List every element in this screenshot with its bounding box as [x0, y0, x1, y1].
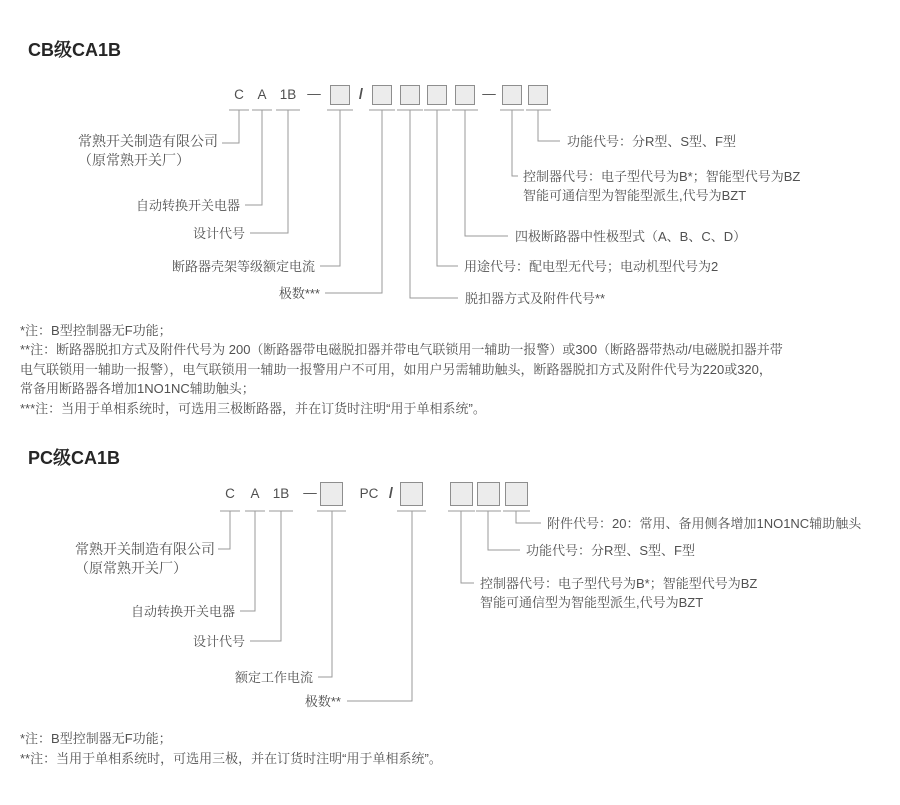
pc-manufacturer-line2: （原常熟开关厂） [75, 560, 187, 576]
cb-code-char-c: C [234, 87, 244, 102]
pc-code-char-c: C [225, 486, 235, 501]
pc-manufacturer-line1: 常熟开关制造有限公司 [75, 541, 215, 557]
cb-label-device-type: 自动转换开关电器 [135, 198, 240, 213]
pc-code-char-a: A [250, 486, 260, 501]
cb-label-usage-code: 用途代号：配电型无代号；电动机型代号为2 [464, 259, 719, 274]
cb-label-function-code: 功能代号：分R型、S型、F型 [567, 134, 737, 149]
cb-label-poles: 极数*** [278, 286, 320, 301]
cb-label-frame-current: 断路器壳架等级额定电流 [171, 259, 315, 274]
pc-code-slash: / [388, 485, 394, 502]
cb-note-line: **注：断路器脱扣方式及附件代号为 200（断路器带电磁脱扣器并带电气联锁用一辅助一报警）或300（断路器带热动/电磁脱扣器并带 [20, 342, 783, 358]
cb-label-neutral-pole: 四极断路器中性极型式（A、B、C、D） [515, 229, 747, 244]
pc-notes [20, 729, 442, 769]
cb-manufacturer-line1: 常熟开关制造有限公司 [78, 133, 218, 149]
cb-note-line: ***注：当用于单相系统时，可选用三极断路器，并在订货时注明“用于单相系统”。 [20, 400, 486, 416]
cb-code-dash-1: — [307, 86, 321, 101]
pc-code-label-pc: PC [359, 486, 379, 501]
pc-label-manufacturer [75, 540, 215, 578]
pc-note-line: *注：B型控制器无F功能； [20, 731, 172, 746]
cb-section-title: CB级CA1B [28, 40, 122, 60]
cb-label-manufacturer [78, 132, 218, 170]
pc-code-box-poles [400, 482, 423, 506]
pc-label-accessory-code: 附件代号：20：常用、备用侧各增加1NO1NC辅助触头 [547, 516, 862, 531]
cb-controller-line1: 控制器代号：电子型代号为B*；智能型代号为BZ [523, 169, 801, 184]
cb-code-box-frame-current [330, 85, 350, 105]
cb-controller-line2: 智能可通信型为智能型派生,代号为BZT [523, 188, 747, 203]
pc-label-rated-current: 额定工作电流 [234, 670, 313, 685]
pc-controller-line2: 智能可通信型为智能型派生,代号为BZT [480, 595, 704, 610]
cb-notes [20, 321, 783, 418]
cb-note-line: 常备用断路器各增加1NO1NC辅助触头； [20, 381, 255, 397]
pc-label-poles: 极数** [304, 694, 341, 709]
pc-label-controller-code [480, 574, 757, 612]
cb-code-box-release [400, 85, 420, 105]
pc-label-device-type: 自动转换开关电器 [130, 604, 235, 619]
pc-code-dash: — [303, 485, 317, 500]
cb-note-line: *注：B型控制器无F功能； [20, 323, 172, 338]
pc-code-box-rated-current [320, 482, 343, 506]
cb-code-box-neutral-pole [455, 85, 475, 105]
cb-code-char-1b: 1B [279, 87, 297, 102]
pc-label-design-code: 设计代号 [192, 634, 245, 649]
cb-label-release-code: 脱扣器方式及附件代号** [465, 291, 606, 306]
pc-section-title: PC级CA1B [28, 448, 121, 468]
cb-code-slash: / [358, 86, 364, 103]
cb-code-box-poles [372, 85, 392, 105]
cb-code-dash-2: — [482, 86, 496, 101]
pc-note-line: **注：当用于单相系统时，可选用三极，并在订货时注明“用于单相系统”。 [20, 751, 442, 766]
pc-code-box-accessory [505, 482, 528, 506]
cb-manufacturer-line2: （原常熟开关厂） [78, 152, 190, 168]
pc-label-function-code: 功能代号：分R型、S型、F型 [526, 543, 696, 558]
pc-code-char-1b: 1B [272, 486, 290, 501]
cb-code-box-controller [502, 85, 522, 105]
cb-note-line: 电气联锁用一辅助一报警），电气联锁用一辅助一报警用户不可用，如用户另需辅助触头，断路器脱扣方式及附件代号为220或320， [20, 361, 772, 377]
pc-controller-line1: 控制器代号：电子型代号为B*；智能型代号为BZ [480, 576, 758, 591]
cb-label-controller-code [523, 167, 800, 205]
pc-code-box-controller [450, 482, 473, 506]
cb-code-char-a: A [257, 87, 267, 102]
cb-code-box-function [528, 85, 548, 105]
pc-code-box-function [477, 482, 500, 506]
cb-code-box-usage [427, 85, 447, 105]
cb-label-design-code: 设计代号 [192, 226, 245, 241]
